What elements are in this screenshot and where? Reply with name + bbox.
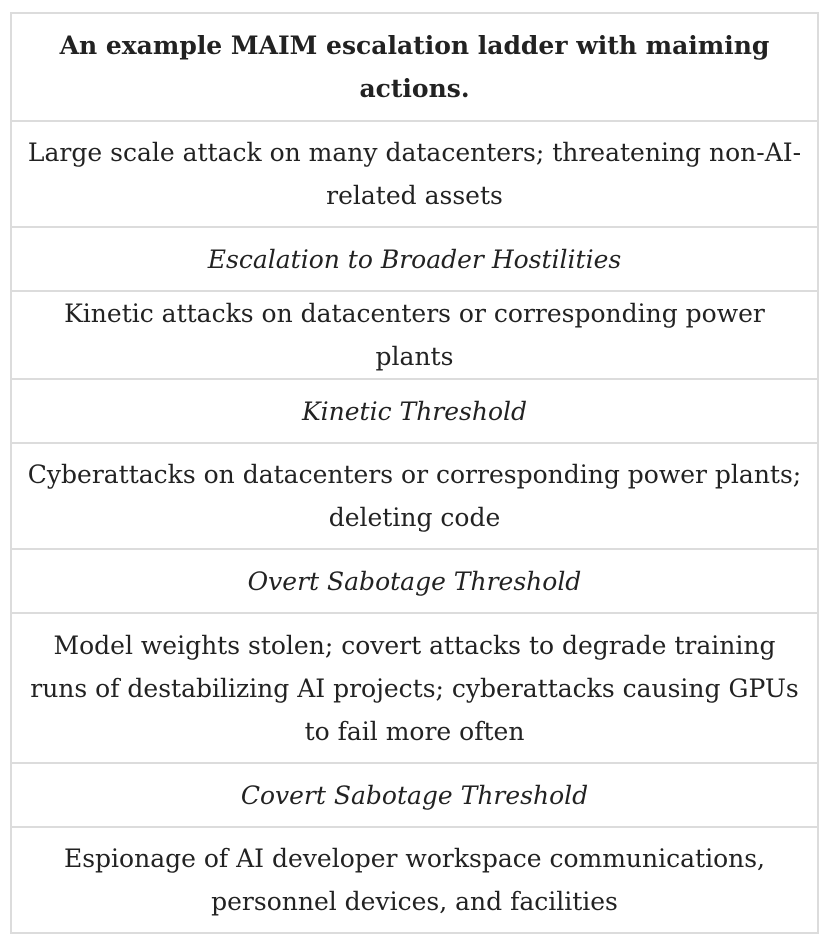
table-row [11, 613, 818, 763]
table-row [11, 291, 818, 379]
table-row [11, 763, 818, 827]
escalation-ladder-table [10, 12, 819, 934]
escalation-ladder [10, 12, 819, 934]
action-model-weights-stolen: Model weights stolen; covert attacks to degrade training runs of destabilizing AI projects; cyberattacks causing GPUs to fail more often [11, 613, 818, 763]
action-espionage: Espionage of AI developer workspace communications, personnel devices, and facilities [11, 827, 818, 933]
table-row [11, 227, 818, 291]
threshold-overt-sabotage: Overt Sabotage Threshold [11, 549, 818, 613]
threshold-broader-hostilities: Escalation to Broader Hostilities [11, 227, 818, 291]
threshold-kinetic: Kinetic Threshold [11, 379, 818, 443]
table-row [11, 827, 818, 933]
table-row [11, 443, 818, 549]
action-cyberattacks: Cyberattacks on datacenters or corresponding power plants; deleting code [11, 443, 818, 549]
action-large-scale-attack: Large scale attack on many datacenters; threatening non-AI-related assets [11, 121, 818, 227]
table-title: An example MAIM escalation ladder with maiming actions. [11, 13, 818, 121]
action-kinetic-attacks: Kinetic attacks on datacenters or corresponding power plants [11, 291, 818, 379]
threshold-covert-sabotage: Covert Sabotage Threshold [11, 763, 818, 827]
table-row [11, 121, 818, 227]
table-row [11, 379, 818, 443]
table-row [11, 549, 818, 613]
table-header-row [11, 13, 818, 121]
